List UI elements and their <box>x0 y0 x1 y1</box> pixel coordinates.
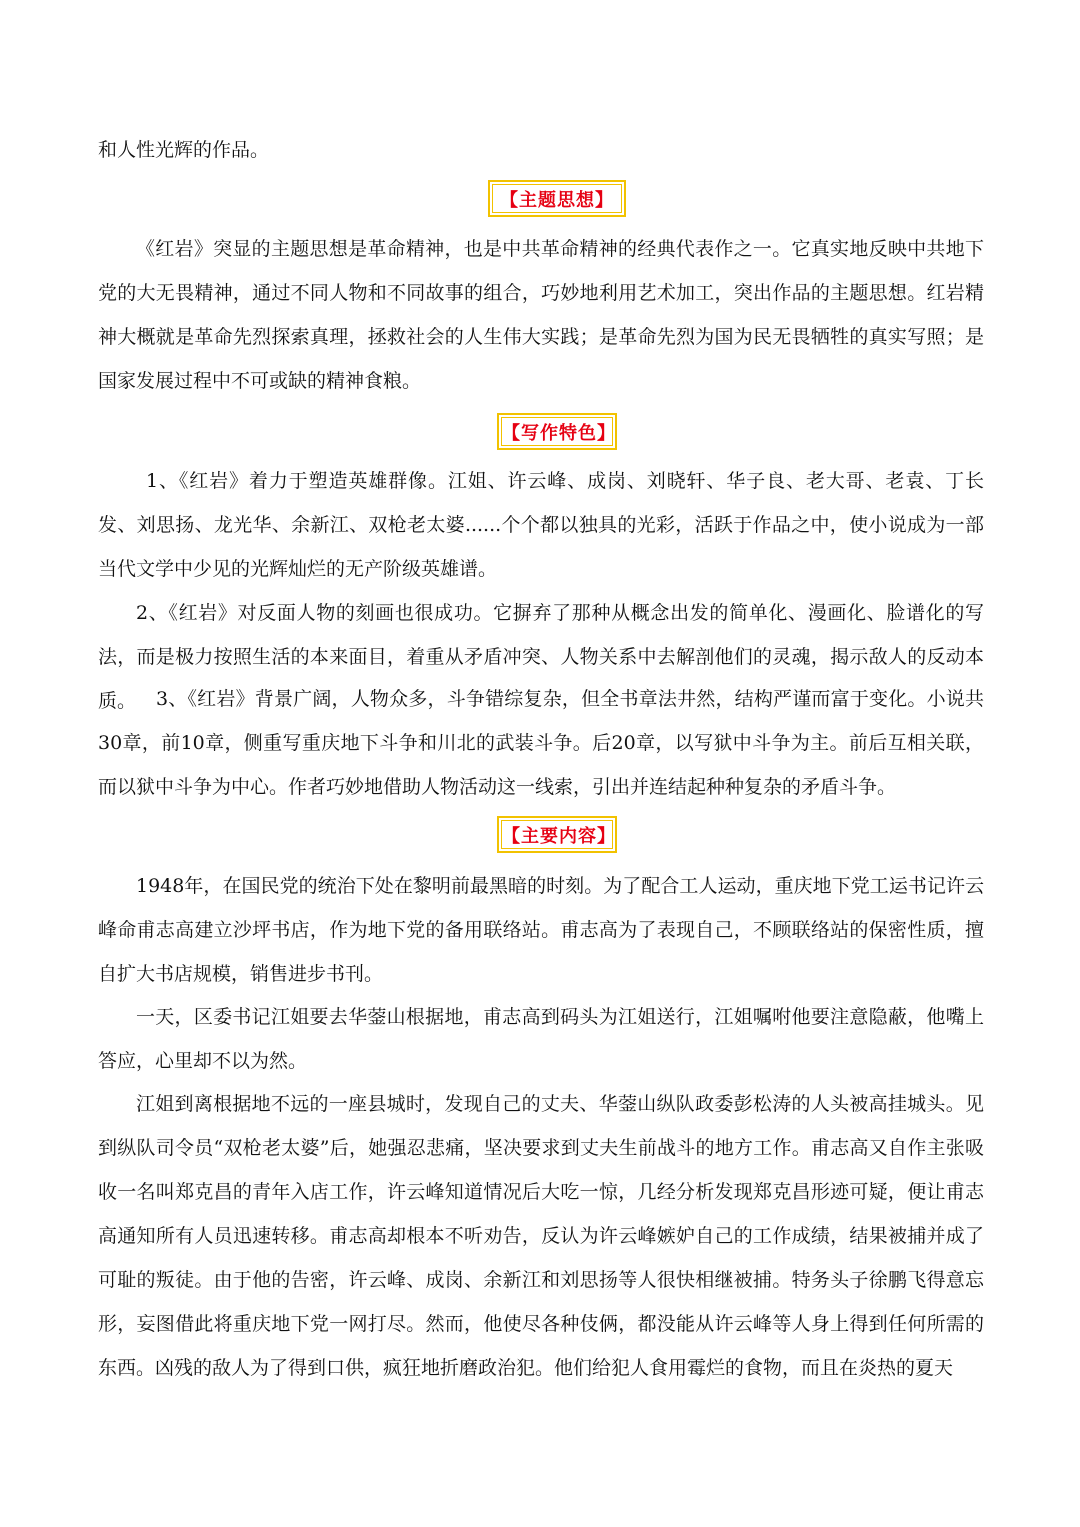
main-content-paragraph-1: 1948年，在国民党的统治下处在黎明前最黑暗的时刻。为了配合工人运动，重庆地下党工运书记许云峰命甫志高建立沙坪书店，作为地下党的备用联络站。甫志高为了表现自己，不顾联络站的保密性质，擅自扩大书店规模，销售进步书刊。 <box>98 875 984 985</box>
writing-feature-paragraph-3: 3、《红岩》背景广阔，人物众多，斗争错综复杂，但全书章法井然，结构严谨而富于变化。小说共30章，前10章，侧重写重庆地下斗争和川北的武装斗争。后20章，以写狱中斗争为主。前后互相关联，而以狱中斗争为中心。作者巧妙地借助人物活动这一线索，引出并连结起种种复杂的矛盾斗争。 <box>98 688 984 798</box>
intro-tail-paragraph: 和人性光辉的作品。 <box>98 139 270 161</box>
writing-feature-paragraph-1: 1、《红岩》着力于塑造英雄群像。江姐、许云峰、成岗、刘晓轩、华子良、老大哥、老袁、丁长发、刘思扬、龙光华、余新江、双枪老太婆......个个都以独具的光彩，活跃于作品之中，使小说成为一部当代文学中少见的光辉灿烂的无产阶级英雄谱。 <box>98 470 984 580</box>
section-heading-writing-features <box>497 413 617 450</box>
section-heading-main-content-label: 【主要内容】 <box>501 820 613 849</box>
theme-paragraph: 《红岩》突显的主题思想是革命精神，也是中共革命精神的经典代表作之一。它真实地反映中共地下党的大无畏精神，通过不同人物和不同故事的组合，巧妙地利用艺术加工，突出作品的主题思想。红岩精神大概就是革命先烈探索真理，拯救社会的人生伟大实践；是革命先烈为国为民无畏牺牲的真实写照；是国家发展过程中不可或缺的精神食粮。 <box>98 238 984 392</box>
section-heading-writing-features-label: 【写作特色】 <box>501 417 613 446</box>
section-heading-theme <box>488 180 626 217</box>
main-content-paragraph-3: 江姐到离根据地不远的一座县城时，发现自己的丈夫、华蓥山纵队政委彭松涛的人头被高挂城头。见到纵队司令员“双枪老太婆”后，她强忍悲痛，坚决要求到丈夫生前战斗的地方工作。甫志高又自作主张吸收一名叫郑克昌的青年入店工作，许云峰知道情况后大吃一惊，几经分析发现郑克昌形迹可疑，便让甫志高通知所有人员迅速转移。甫志高却根本不听劝告，反认为许云峰嫉妒自己的工作成绩，结果被捕并成了可耻的叛徒。由于他的告密，许云峰、成岗、余新江和刘思扬等人很快相继被捕。特务头子徐鹏飞得意忘形，妄图借此将重庆地下党一网打尽。然而，他使尽各种伎俩，都没能从许云峰等人身上得到任何所需的东西。凶残的敌人为了得到口供，疯狂地折磨政治犯。他们给犯人食用霉烂的食物，而且在炎热的夏天 <box>98 1093 984 1379</box>
main-content-paragraph-2: 一天，区委书记江姐要去华蓥山根据地，甫志高到码头为江姐送行，江姐嘱咐他要注意隐蔽，他嘴上答应，心里却不以为然。 <box>98 1006 984 1072</box>
writing-feature-paragraph-2: 2、《红岩》对反面人物的刻画也很成功。它摒弃了那种从概念出发的简单化、漫画化、脸谱化的写法，而是极力按照生活的本来面目，着重从矛盾冲突、人物关系中去解剖他们的灵魂，揭示敌人的反动本质。 <box>98 602 984 712</box>
section-heading-theme-label: 【主题思想】 <box>492 184 622 213</box>
section-heading-main-content <box>497 816 617 853</box>
